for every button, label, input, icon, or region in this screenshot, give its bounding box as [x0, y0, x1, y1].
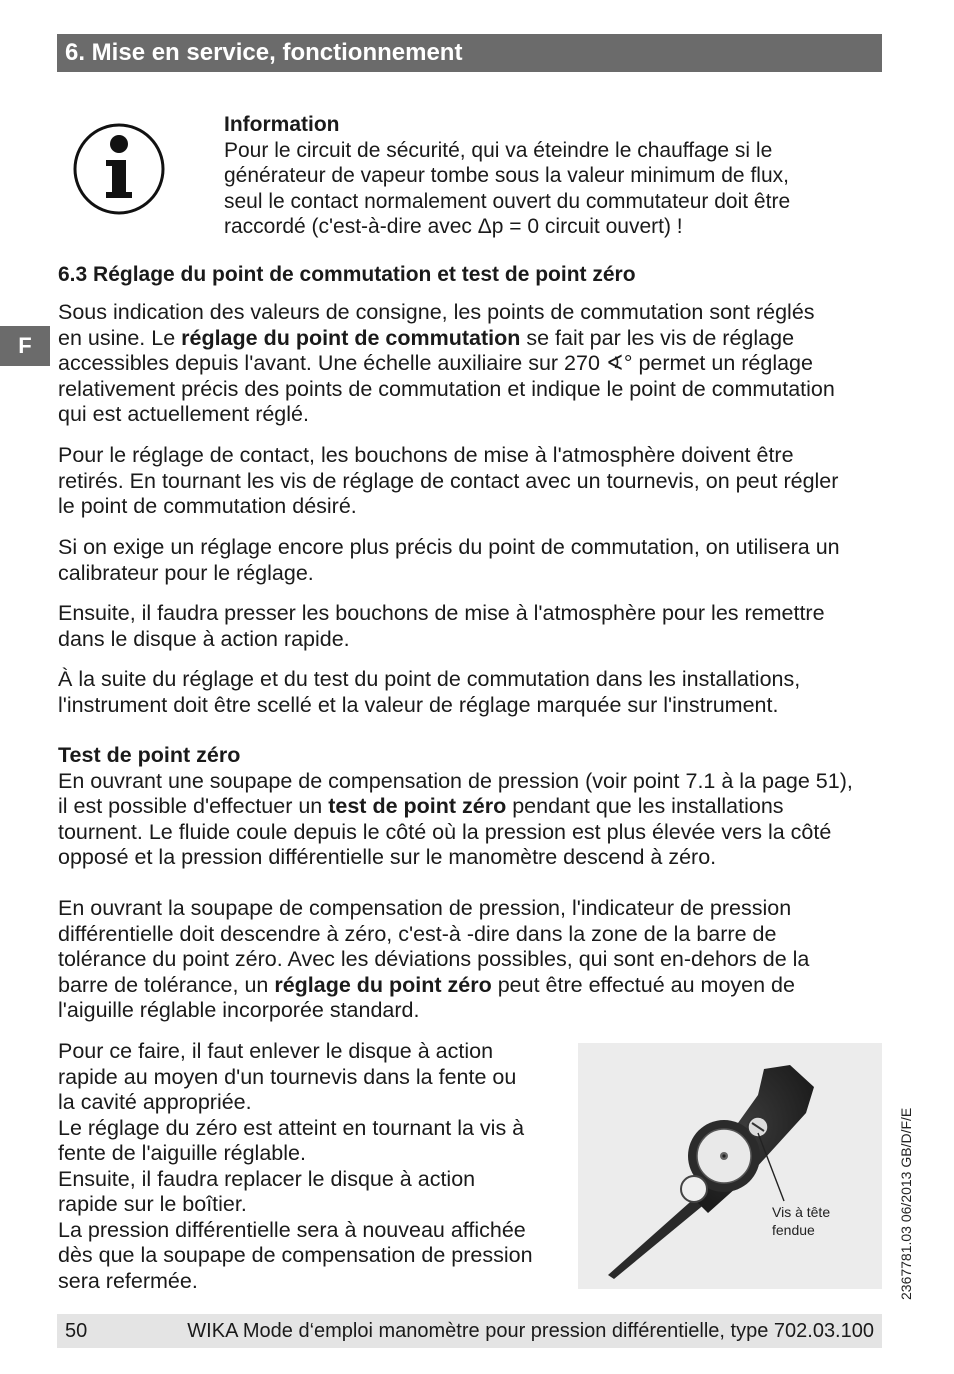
- text-line: dès que la soupape de compensation de pression: [58, 1243, 533, 1267]
- bold-term: réglage du point de commutation: [181, 325, 521, 350]
- information-note: [224, 112, 884, 240]
- chapter-header: 6. Mise en service, fonctionnement: [57, 34, 882, 72]
- text-line: En ouvrant la soupape de compensation de pression, l'indicateur de pression: [58, 896, 792, 920]
- text-span: barre de tolérance, un: [58, 972, 275, 997]
- information-line: raccordé (c'est-à-dire avec Δp = 0 circuit ouvert) !: [224, 215, 683, 238]
- text-line: accessibles depuis l'avant. Une échelle auxiliaire sur 270 ∢° permet un réglage: [58, 351, 813, 375]
- footer-title: WIKA Mode d‘emploi manomètre pour pression différentielle, type 702.03.100: [187, 1320, 874, 1342]
- text-line: rapide sur le boîtier.: [58, 1192, 247, 1216]
- text-line: [58, 973, 886, 999]
- text-span: peut être effectué au moyen de: [491, 972, 795, 997]
- page-footer: [57, 1314, 882, 1348]
- text-line: calibrateur pour le réglage.: [58, 560, 314, 585]
- bold-term: test de point zéro: [328, 794, 507, 818]
- text-line: l'instrument doit être scellé et la valeur de réglage marquée sur l'instrument.: [58, 692, 779, 717]
- paragraph-zero-test: [58, 743, 886, 871]
- screw-callout-label: [772, 1203, 830, 1239]
- information-line: Pour le circuit de sécurité, qui va éteindre le chauffage si le: [224, 138, 773, 162]
- text-line: dans le disque à action rapide.: [58, 626, 350, 651]
- text-line: À la suite du réglage et du test du point de commutation dans les installations,: [58, 667, 801, 691]
- paragraph-zero-adjust: [58, 896, 886, 1024]
- subsection-heading: Test de point zéro: [58, 743, 241, 767]
- text-line: différentielle doit descendre à zéro, c'est-à -dire dans la zone de la barre de: [58, 921, 777, 946]
- pointer-illustration: [578, 1043, 882, 1289]
- text-line: [58, 326, 886, 352]
- text-line: tournent. Le fluide coule depuis le côté où la pression est plus élevée vers la côté: [58, 819, 832, 844]
- paragraph-calibrator: [58, 535, 886, 586]
- text-span: en usine. Le: [58, 325, 182, 350]
- information-line: seul le contact normalement ouvert du commutateur doit être: [224, 189, 791, 213]
- text-line: fente de l'aiguille réglable.: [58, 1141, 306, 1165]
- paragraph-procedure: [58, 1039, 568, 1294]
- document-reference: 2367781.03 06/2013 GB/D/F/E: [898, 1107, 914, 1300]
- language-tab: F: [0, 326, 50, 366]
- text-span: se fait par les vis de réglage: [520, 325, 795, 350]
- text-line: La pression différentielle sera à nouveau affichée: [58, 1217, 526, 1242]
- callout-line: Vis à tête: [772, 1204, 831, 1220]
- text-line: Pour le réglage de contact, les bouchons de mise à l'atmosphère doivent être: [58, 443, 794, 467]
- text-line: Le réglage du zéro est atteint en tournant la vis à: [58, 1115, 525, 1140]
- text-line: le point de commutation désiré.: [58, 494, 357, 518]
- paragraph-contact-setting: [58, 443, 886, 520]
- info-icon: [72, 122, 166, 216]
- text-line: Ensuite, il faudra presser les bouchons de mise à l'atmosphère pour les remettre: [58, 601, 825, 625]
- text-line: sera refermée.: [58, 1268, 198, 1293]
- text-line: relativement précis des points de commutation et indique le point de commutation: [58, 376, 835, 401]
- section-heading: 6.3 Réglage du point de commutation et test de point zéro: [58, 263, 636, 286]
- bold-term: réglage du point zéro: [274, 972, 492, 997]
- text-line: Si on exige un réglage encore plus précis du point de commutation, on utilisera un: [58, 535, 840, 559]
- callout-line: fendue: [772, 1222, 815, 1238]
- information-title: Information: [224, 113, 340, 136]
- text-line: l'aiguille réglable incorporée standard.: [58, 998, 420, 1022]
- text-line: Pour ce faire, il faut enlever le disque à action: [58, 1039, 494, 1063]
- text-line: opposé et la pression différentielle sur le manomètre descend à zéro.: [58, 845, 717, 869]
- paragraph-vent-plugs: [58, 601, 886, 652]
- text-line: qui est actuellement réglé.: [58, 402, 309, 426]
- text-line: rapide au moyen d'un tournevis dans la fente ou: [58, 1064, 517, 1089]
- text-line: Ensuite, il faudra replacer le disque à action: [58, 1166, 476, 1191]
- text-line: [58, 794, 886, 820]
- paragraph-sealing: [58, 667, 886, 718]
- information-line: générateur de vapeur tombe sous la valeur minimum de flux,: [224, 164, 789, 187]
- text-line: retirés. En tournant les vis de réglage de contact avec un tournevis, on peut régler: [58, 468, 839, 493]
- text-span: pendant que les installations: [506, 794, 784, 818]
- paragraph-switch-point: [58, 300, 886, 428]
- text-line: Sous indication des valeurs de consigne, les points de commutation sont réglés: [58, 300, 815, 324]
- text-line: la cavité appropriée.: [58, 1090, 252, 1114]
- text-line: En ouvrant une soupape de compensation de pression (voir point 7.1 à la page 51),: [58, 768, 853, 793]
- adjustable-pointer-photo: [578, 1043, 882, 1289]
- page-number: 50: [65, 1320, 88, 1342]
- text-line: tolérance du point zéro. Avec les déviations possibles, qui sont en-dehors de la: [58, 947, 810, 971]
- text-span: il est possible d'effectuer un: [58, 794, 329, 818]
